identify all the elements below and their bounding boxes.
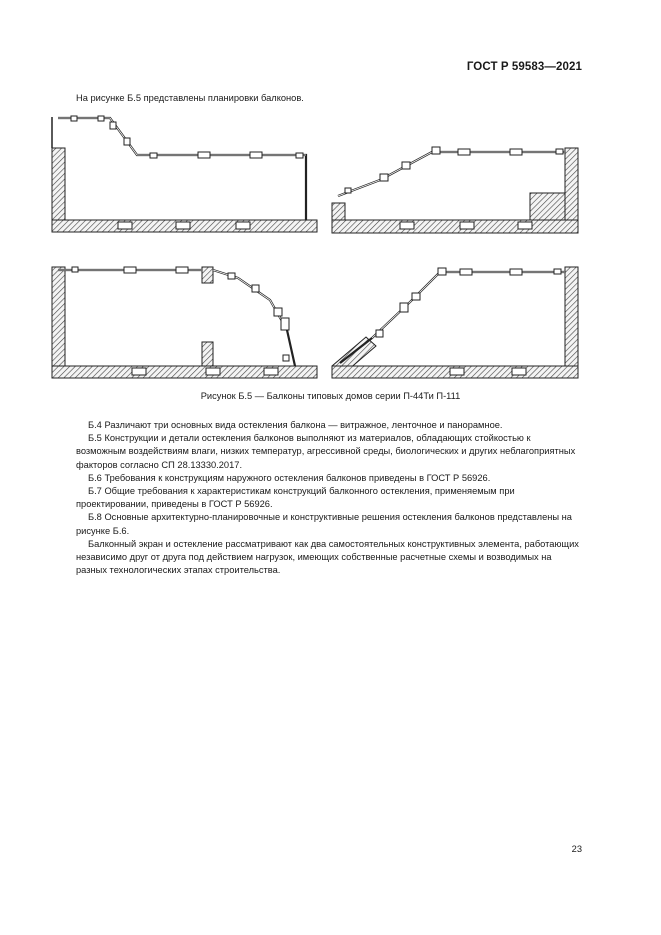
page-number: 23 — [571, 844, 582, 854]
standard-code: ГОСТ Р 59583—2021 — [466, 61, 582, 73]
body-text — [76, 419, 582, 577]
intro-text: На рисунке Б.5 представлены планировки балконов. — [76, 93, 304, 103]
paragraph-b6: Б.6 Требования к конструкциям наружного остекления балконов приведены в ГОСТ Р 56926. — [88, 472, 491, 483]
balcony-plan-1 — [52, 116, 317, 232]
paragraph-screen: Балконный экран и остекление рассматривают как два самостоятельных конструктивных элемента, работающих независимо друг от друга под действием нагрузок, имеющих собственные расчетные схемы и возводимых на разных технологических этапах строительства. — [76, 538, 579, 576]
balcony-plans-figure — [0, 0, 661, 390]
balcony-plan-3 — [52, 267, 317, 378]
balcony-plan-2 — [332, 147, 578, 233]
paragraph-b8: Б.8 Основные архитектурно-планировочные и конструктивные решения остекления балконов представлены на рисунке Б.6. — [76, 512, 572, 536]
paragraph-b7: Б.7 Общие требования к характеристикам конструкций балконного остекления, применяемым при проектировании, приведены в ГОСТ Р 56926. — [76, 486, 515, 510]
paragraph-b5: Б.5 Конструкции и детали остекления балконов выполняют из материалов, обладающих стойкостью к возможным воздействиям влаги, низких температур, агрессивной среды, биологических и других неблагоприятных факторов согласно СП 28.13330.2017. — [76, 433, 576, 470]
paragraph-b4: Б.4 Различают три основных вида остекления балкона — витражное, ленточное и панорамное. — [88, 420, 503, 430]
figure-caption: Рисунок Б.5 — Балконы типовых домов серии П-44Ти П-111 — [200, 391, 461, 401]
balcony-plan-4 — [332, 267, 578, 378]
